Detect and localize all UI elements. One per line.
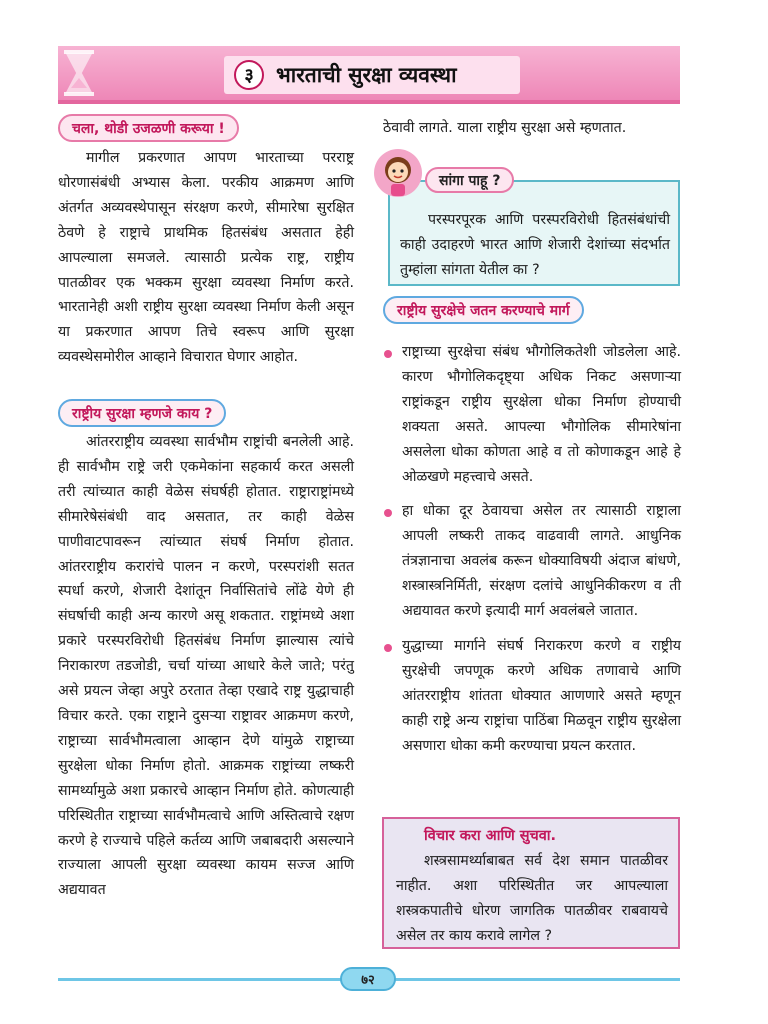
list-item (383, 340, 681, 489)
discussion-tag: सांगा पाहू ? (425, 167, 514, 193)
list-item-text: राष्ट्राच्या सुरक्षेचा संबंध भौगोलिकतेशी जोडलेला आहे. कारण भौगोलिकदृष्ट्या अधिक निकट असणाऱ्या राष्ट्रांकडून राष्ट्रीय सुरक्षेला धोका निर्माण होण्याची शक्यता असते. आपल्या भौगोलिक सीमारेषांना असलेला धोका कोणता आहे व तो कोणाकडून आहे हे ओळखणे महत्त्वाचे असते. (402, 344, 681, 485)
safeguard-list (383, 340, 681, 769)
chapter-title-box (224, 56, 520, 94)
think-and-suggest-title: विचार करा आणि सुचवा. (424, 828, 557, 844)
think-and-suggest-text: शस्त्रसामर्थ्याबाबत सर्व देश समान पातळीवर नाहीत. अशा परिस्थितीत जर आपल्याला शस्त्रकपातीचे धोरण जागतिक पातळीवर राबवायचे असेल तर काय करावे लागेल ? (396, 853, 668, 944)
section-heading-safeguard-ways: राष्ट्रीय सुरक्षेचे जतन करण्याचे मार्ग (383, 296, 584, 324)
bullet-dot-icon (384, 509, 392, 517)
list-item (383, 499, 681, 624)
discussion-question: परस्परपूरक आणि परस्परविरोधी हितसंबंधांची काही उदाहरणे भारत आणि शेजारी देशांच्या संदर्भात तुम्हांला सांगता येतील का ? (400, 212, 670, 278)
section-heading-national-security: राष्ट्रीय सुरक्षा म्हणजे काय ? (58, 399, 226, 427)
section-heading-revision: चला, थोडी उजळणी करूया ! (58, 114, 239, 142)
hourglass-icon (62, 48, 96, 98)
chapter-title: भारताची सुरक्षा व्यवस्था (276, 63, 457, 87)
list-item-text: युद्धाच्या मार्गाने संघर्ष निराकरण करणे व राष्ट्रीय सुरक्षेची जपणूक करणे अधिक तणावाचे आणि आंतरराष्ट्रीय शांतता धोक्यात आणणारे असते म्हणून काही राष्ट्रे अन्य राष्ट्रांचा पाठिंबा मिळवून राष्ट्रीय सुरक्षेला असणारा धोका कमी करण्याचा प्रयत्न करतात. (402, 637, 681, 754)
revision-paragraph: मागील प्रकरणात आपण भारताच्या परराष्ट्र धोरणासंबंधी अभ्यास केला. परकीय आक्रमण आणि अंतर्गत अव्यवस्थेपासून संरक्षण करणे, सीमारेषा सुरक्षित ठेवणे हे राष्ट्राचे प्राथमिक हितसंबंध असतात हेही आपल्याला समजले. त्यासाठी प्रत्येक राष्ट्र, राष्ट्रीय पातळीवर एक भक्कम सुरक्षा व्यवस्था निर्माण करते. भारतानेही अशी राष्ट्रीय सुरक्षा व्यवस्था निर्माण केली असून या प्रकरणात आपण तिचे स्वरूप आणि सुरक्षा व्यवस्थेसमोरील आव्हाने विचारात घेणार आहोत. (58, 150, 354, 366)
girl-avatar-icon (373, 148, 423, 198)
think-and-suggest-box (382, 817, 680, 949)
list-item (383, 634, 681, 759)
page-number: ७२ (340, 967, 396, 991)
discussion-box (388, 180, 680, 286)
bullet-dot-icon (384, 644, 392, 652)
list-item-text: हा धोका दूर ठेवायचा असेल तर त्यासाठी राष्ट्राला आपली लष्करी ताकद वाढवावी लागते. आधुनिक तंत्रज्ञानाचा अवलंब करून धोक्याविषयी अंदाज बांधणे, शस्त्रास्त्रनिर्मिती, संरक्षण दलांचे आधुनिकीकरण व ती अद्ययावत करणे इत्यादी मार्ग अवलंबले जातात. (402, 503, 681, 620)
national-security-paragraph: आंतरराष्ट्रीय व्यवस्था सार्वभौम राष्ट्रांची बनलेली आहे. ही सार्वभौम राष्ट्रे जरी एकमेकांना सहकार्य करत असली तरी त्यांच्यात काही वेळेस संघर्षही होतात. राष्ट्राराष्ट्रांमध्ये सीमारेषेसंबंधी वाद असतात, तर काही वेळेस पाणीवाटपावरून त्यांच्यात संघर्ष निर्माण होतात. आंतरराष्ट्रीय करारांचे पालन न करणे, परस्परांशी सतत स्पर्धा करणे, शेजारी देशांतून निर्वासितांचे लोंढे येणे ही संघर्षाची काही अन्य कारणे असू शकतात. राष्ट्रांमध्ये अशा प्रकारे परस्परविरोधी हितसंबंध निर्माण झाल्यास त्यांचे निराकारण तडजोडी, चर्चा यांच्या आधारे केले जाते; परंतु असे प्रयत्न जेव्हा अपुरे ठरतात तेव्हा एखादे राष्ट्र युद्धाचाही विचार करते. एका राष्ट्राने दुसऱ्या राष्ट्रावर आक्रमण करणे, राष्ट्राच्या सार्वभौमत्वाला आव्हान देणे यांमुळे राष्ट्राच्या सुरक्षेला धोका निर्माण होतो. आक्रमक राष्ट्रांच्या लष्करी सामर्थ्यामुळे अशा प्रकारचे आव्हान निर्माण होते. कोणत्याही परिस्थितीत राष्ट्राच्या सार्वभौमत्वाचे आणि अस्तित्वाचे रक्षण करणे हे राज्याचे पहिले कर्तव्य आणि जबाबदारी असल्याने राज्याला आपली सुरक्षा व्यवस्था कायम सज्ज आणि अद्ययावत (58, 434, 354, 899)
bullet-dot-icon (384, 350, 392, 358)
national-security-continuation: ठेवावी लागते. याला राष्ट्रीय सुरक्षा असे म्हणतात. (383, 120, 627, 136)
chapter-number: ३ (234, 60, 264, 90)
